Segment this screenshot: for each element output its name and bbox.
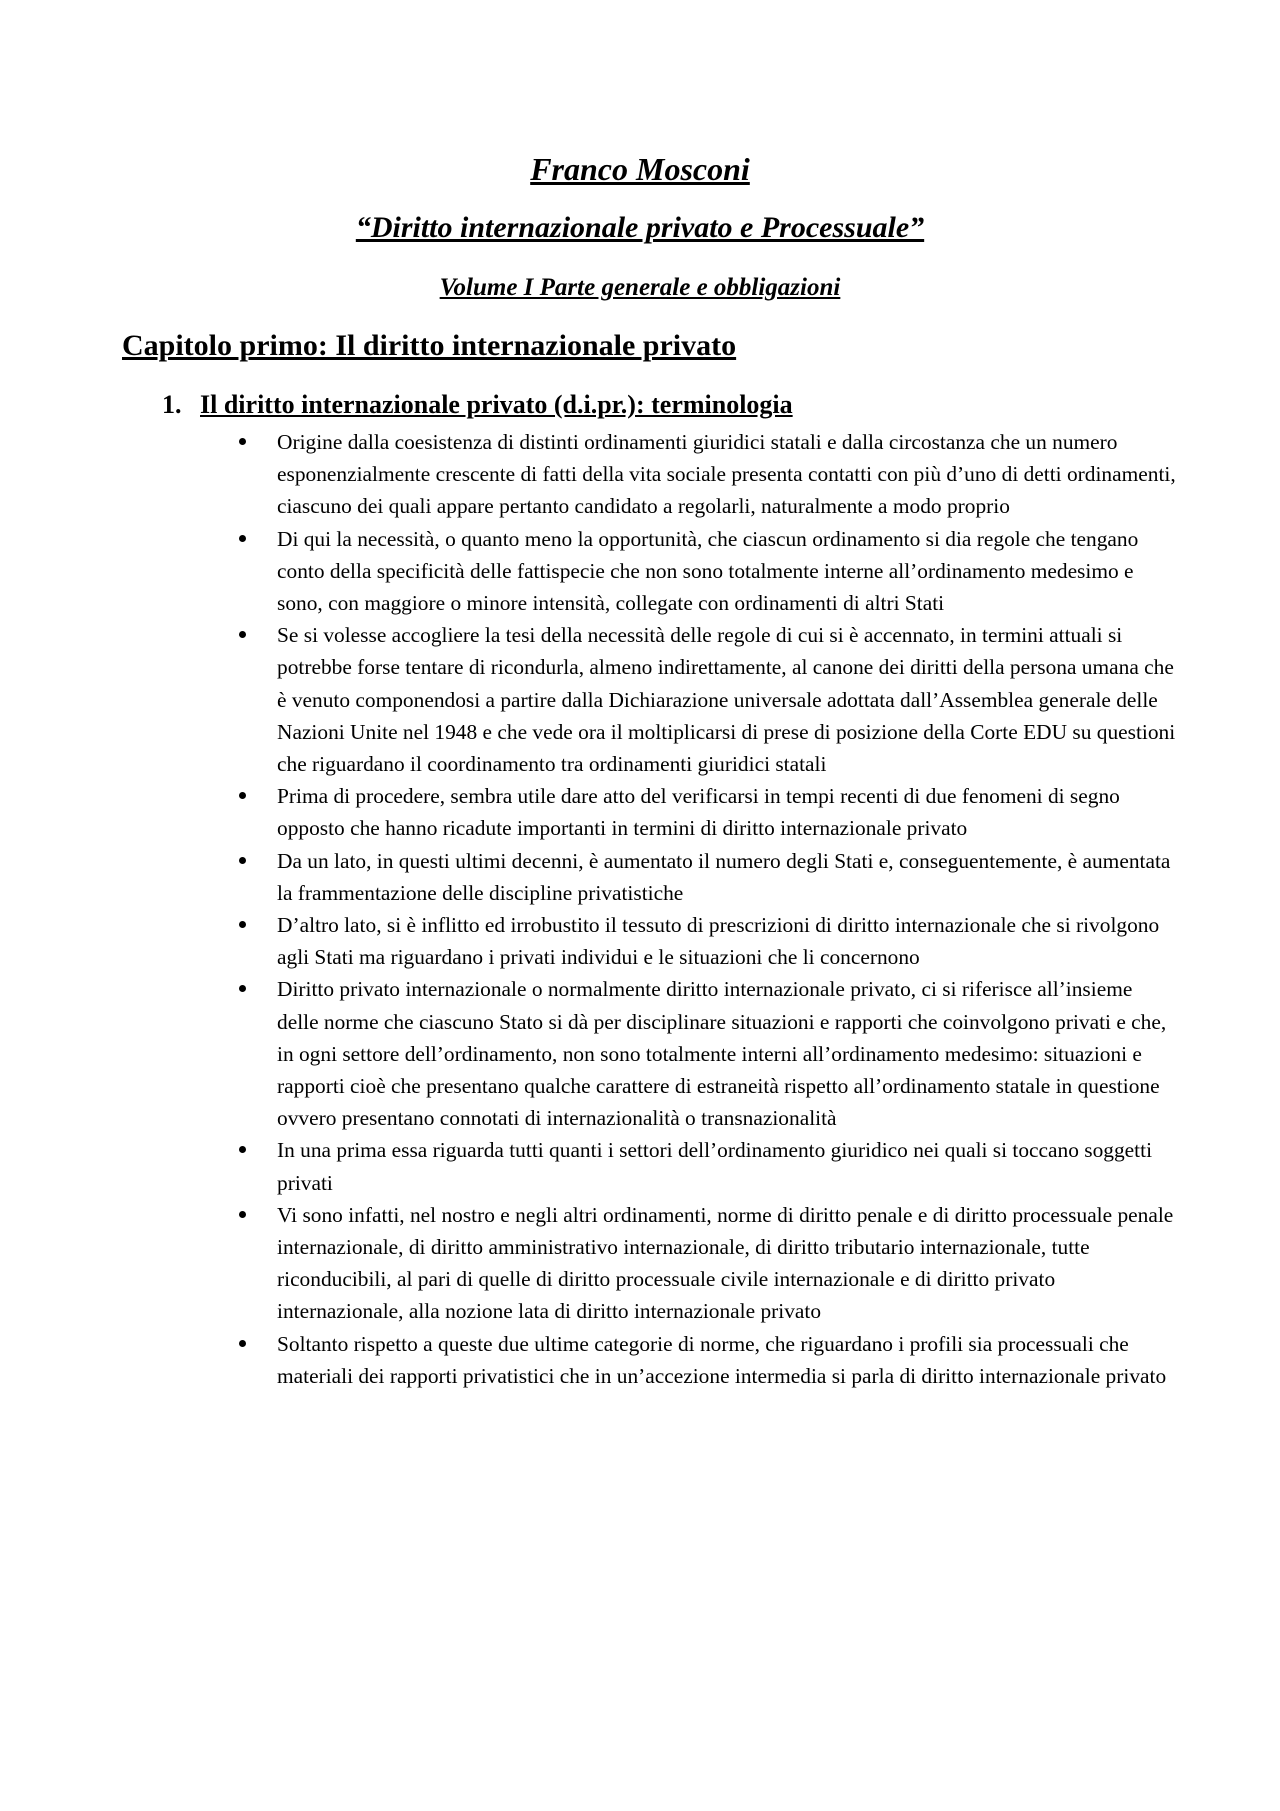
list-item [277,909,1177,973]
list-item-text: Da un lato, in questi ultimi decenni, è aumentato il numero degli Stati e, conseguentemente, è aumentata la frammentazione delle discipline privatistiche [277,848,1171,905]
bullet-icon [239,1211,246,1218]
bullet-icon [239,535,246,542]
bullet-icon [239,631,246,638]
chapter-heading: Capitolo primo: Il diritto internazionale privato [122,329,737,362]
list-item-text: Prima di procedere, sembra utile dare atto del verificarsi in tempi recenti di due fenomeni di segno opposto che hanno ricadute importanti in termini di diritto internazionale privato [277,784,1120,841]
list-item [277,845,1177,909]
list-item [277,426,1177,523]
section-heading [162,389,793,420]
list-item-text: Di qui la necessità, o quanto meno la opportunità, che ciascun ordinamento si dia regole che tengano conto della specificità delle fattispecie che non sono totalmente interne all’ordinamento medesimo e sono, con maggiore o minore intensità, collegate con ordinamenti di altri Stati [277,526,1139,616]
section-title: Il diritto internazionale privato (d.i.pr.): terminologia [200,390,793,419]
list-item [277,1328,1177,1392]
bullet-icon [239,438,246,445]
bullet-icon [239,985,246,992]
list-item [277,619,1177,780]
list-item [277,1199,1177,1328]
list-item-text: Origine dalla coesistenza di distinti ordinamenti giuridici statali e dalla circostanza che un numero esponenzialmente crescente di fatti della vita sociale presenta contatti con più d’uno di detti ordinamenti, ciascuno dei quali appare pertanto candidato a regolarli, naturalmente a modo proprio [277,430,1176,519]
volume-subtitle: Volume I Parte generale e obbligazioni [439,274,841,301]
list-item-text: Vi sono infatti, nel nostro e negli altri ordinamenti, norme di diritto penale e di diritto processuale penale internazionale, di diritto amministrativo internazionale, di diritto tributario internazionale, tutte riconducibili, al pari di quelle di diritto processuale civile internazionale e di diritto privato internazionale, alla nozione lata di diritto internazionale privato [277,1202,1174,1324]
bullet-icon [239,1146,246,1153]
list-item-text: Diritto privato internazionale o normalmente diritto internazionale privato, ci si riferisce all’insieme delle norme che ciascuno Stato si dà per disciplinare situazioni e rapporti che coinvolgono privati e che, in ogni settore dell’ordinamento, non sono totalmente interni all’ordinamento medesimo: situazioni e rapporti cioè che presentano qualche carattere di estraneità rispetto all’ordinamento statale in questione ovvero presentano connotati di internazionalità o transnazionalità [277,977,1167,1131]
bullet-icon [239,921,246,928]
bullet-icon [239,1340,246,1347]
list-item [277,1134,1177,1198]
bullet-list [277,426,1177,1392]
bullet-icon [239,792,246,799]
bullet-icon [239,857,246,864]
book-title: “Diritto internazionale privato e Processuale” [355,211,925,244]
list-item-text: In una prima essa riguarda tutti quanti i settori dell’ordinamento giuridico nei quali si toccano soggetti privati [277,1138,1153,1195]
author-name: Franco Mosconi [530,151,750,187]
list-item [277,780,1177,844]
section-number: 1. [162,390,182,419]
list-item [277,973,1177,1134]
list-item [277,523,1177,620]
list-item-text: D’altro lato, si è inflitto ed irrobustito il tessuto di prescrizioni di diritto internazionale che si rivolgono agli Stati ma riguardano i privati individui e le situazioni che li concernono [277,913,1160,970]
list-item-text: Se si volesse accogliere la tesi della necessità delle regole di cui si è accennato, in termini attuali si potrebbe forse tentare di ricondurla, almeno indirettamente, al canone dei diritti della persona umana che è venuto componendosi a partire dalla Dichiarazione universale adottata dall’Assemblea generale delle Nazioni Unite nel 1948 e che vede ora il moltiplicarsi di prese di posizione della Corte EDU su questioni che riguardano il coordinamento tra ordinamenti giuridici statali [277,623,1176,777]
list-item-text: Soltanto rispetto a queste due ultime categorie di norme, che riguardano i profili sia processuali che materiali dei rapporti privatistici che in un’accezione intermedia si parla di diritto internazionale privato [277,1331,1167,1388]
